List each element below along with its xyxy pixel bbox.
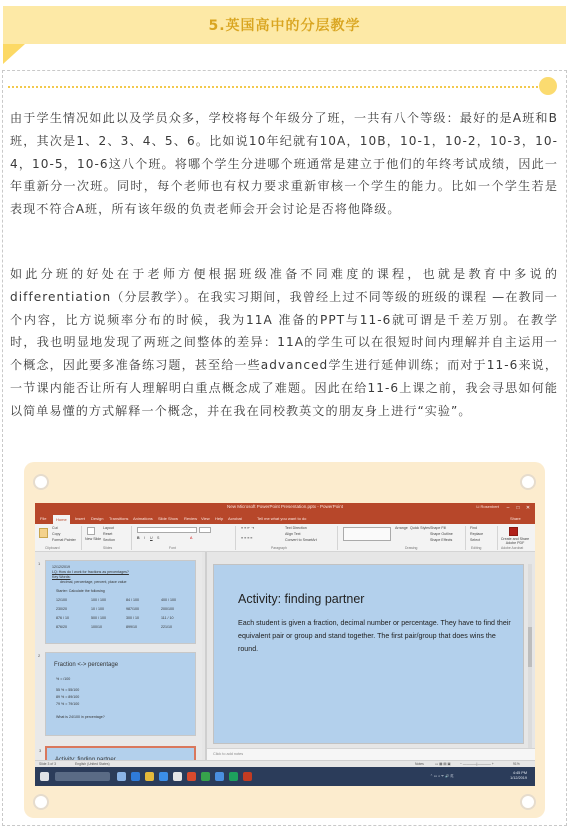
thumbnail-cell: 111 / 10 — [161, 616, 174, 620]
bullets-icon[interactable]: ≡ ≡ ⇤ ⇥ — [241, 526, 255, 530]
taskbar-search-box[interactable] — [55, 772, 110, 781]
thumbnail-text: Key Words: — [52, 575, 71, 579]
replace-button[interactable]: Replace — [470, 532, 484, 536]
maximize-icon[interactable]: □ — [516, 505, 520, 511]
share-button[interactable]: Share — [510, 516, 521, 521]
section-button[interactable]: Section — [103, 538, 115, 542]
thumbnail-cell: 876 / 10 — [56, 616, 69, 620]
scrollbar-thumb[interactable] — [528, 627, 532, 667]
reset-button[interactable]: Reset — [103, 532, 113, 536]
close-icon[interactable]: ✕ — [525, 505, 531, 511]
thumbnail-cell: 221/10 — [161, 625, 172, 629]
word-icon[interactable] — [215, 772, 224, 781]
thumbnail-cell: 500 / 100 — [91, 616, 106, 620]
thumbnail-cell: 400 / 100 — [161, 598, 176, 602]
cut-button[interactable]: Cut — [52, 526, 58, 530]
new-slide-button[interactable]: New Slide — [85, 537, 102, 541]
tab-review[interactable]: Review — [184, 516, 198, 521]
workspace — [35, 552, 535, 770]
align-text-button[interactable]: Align Text — [285, 532, 301, 536]
tab-view[interactable]: View — [201, 516, 210, 521]
chat-icon[interactable] — [229, 772, 238, 781]
paste-icon[interactable] — [39, 528, 48, 538]
thumbnail-cell: 987/100 — [126, 607, 139, 611]
ribbon-separator — [337, 526, 338, 550]
font-color-icon[interactable]: A — [190, 536, 193, 540]
group-label-paragraph: Paragraph — [271, 546, 287, 550]
new-slide-icon[interactable] — [87, 527, 95, 535]
slide-canvas[interactable] — [213, 564, 524, 744]
group-label-clipboard: Clipboard — [45, 546, 60, 550]
group-label-editing: Editing — [471, 546, 482, 550]
windows-taskbar — [35, 767, 535, 786]
thumbnail-text: 89 % = 89/100 — [56, 695, 80, 699]
tab-help[interactable]: Help — [215, 516, 224, 521]
article-paragraph-2: 如此分班的好处在于老师方便根据班级准备不同难度的课程，也就是教育中多说的differentiation（分层教学）。在我实习期间，我曾经上过不同等级的班级的课程 —在教同一个内容，比方说频率分布的时候，我为11A 准备的PPT与11-6就可谓是千差万别。在教学时，我也明显地发现了两班之间整体的差异：11A的学生可以在很短时间内理解并自主运用一个概念，因此要多准备练习题，甚至给一些advanced学生进行延伸训练；而对于11-6来说，一节课内能否让所有人理解明白重点概念成了难题。因此在给11-6上课之前，我会寻思如何能以简单易懂的方式解释一个概念，并在我在同校教英文的朋友身上进行“实验”。 — [10, 267, 558, 418]
thumbnail-cell: 200/100 — [161, 607, 174, 611]
tab-acrobat[interactable]: Acrobat — [228, 516, 242, 521]
bold-icon[interactable]: B — [137, 536, 140, 540]
thumbnail-text: 55 % = 55/100 — [56, 688, 80, 692]
tab-design[interactable]: Design — [91, 516, 104, 521]
ribbon-tabs — [35, 514, 535, 524]
tab-insert[interactable]: Insert — [75, 516, 86, 521]
thumbnail-text: LQ: How do I work for fractions as percentages? — [52, 570, 129, 574]
format-painter-button[interactable]: Format Painter — [52, 538, 76, 542]
section-title: 5.英国高中的分层教学 — [208, 18, 361, 34]
windows-start-icon[interactable] — [40, 772, 49, 781]
language-indicator[interactable]: English (United States) — [75, 762, 110, 766]
tab-slide-show[interactable]: Slide Show — [158, 516, 179, 521]
tab-home[interactable]: Home — [53, 515, 70, 524]
convert-smartart-button[interactable]: Convert to SmartArt — [285, 538, 317, 542]
store-icon[interactable] — [173, 772, 182, 781]
shapes-gallery[interactable] — [343, 527, 391, 541]
tab-animations[interactable]: Animations — [133, 516, 153, 521]
app-icon[interactable] — [243, 772, 252, 781]
ribbon-home — [35, 524, 535, 552]
signed-in-user[interactable]: Li Rosenbert — [476, 504, 499, 509]
select-button[interactable]: Select — [470, 538, 480, 542]
banner-fold-decoration — [3, 44, 25, 64]
quick-styles-button[interactable]: Quick Styles — [410, 526, 430, 530]
thumbnail-cell: 10 / 100 — [91, 607, 104, 611]
thumbnail-text: % = /100 — [56, 677, 71, 681]
slide-title[interactable]: Activity: finding partner — [238, 592, 365, 606]
strikethrough-icon[interactable]: S — [157, 536, 160, 540]
thumbnail-cell: 230/20 — [56, 607, 67, 611]
thumbnail-cell: 876/20 — [56, 625, 67, 629]
dotted-divider — [8, 86, 538, 88]
slide-thumbnails-pane — [35, 552, 202, 770]
shape-outline-button[interactable]: Shape Outline — [430, 532, 453, 536]
zoom-slider[interactable]: − ————|———— + — [460, 762, 494, 766]
thumbnail-text: decimal, percentage, percent, place value — [60, 580, 127, 584]
ribbon-separator — [235, 526, 236, 550]
zoom-level[interactable]: 91% — [513, 762, 520, 766]
thumbnail-title: Fraction <-> percentage — [54, 662, 119, 668]
underline-icon[interactable]: U — [150, 536, 153, 540]
powerpoint-window — [35, 503, 535, 786]
thumbnail-text: 79 % = 79/100 — [56, 702, 80, 706]
thumbnail-cell: 84 / 100 — [126, 598, 139, 602]
group-label-slides: Slides — [103, 546, 113, 550]
tab-transitions[interactable]: Transitions — [109, 516, 129, 521]
window-title: New Microsoft PowerPoint Presentation.pptx - PowerPoint — [226, 504, 344, 509]
thumbnail-cell: 899/10 — [126, 625, 137, 629]
thumbnail-text: What is 24/100 in percentage? — [56, 715, 105, 719]
thumbnail-cell: 12/100 — [56, 598, 67, 602]
group-label-drawing: Drawing — [405, 546, 418, 550]
group-label-font: Font — [169, 546, 176, 550]
tell-me-search[interactable]: Tell me what you want to do — [257, 516, 307, 521]
layout-button[interactable]: Layout — [103, 526, 114, 530]
italic-icon[interactable]: I — [144, 536, 145, 540]
powerpoint-taskbar-icon[interactable] — [187, 772, 196, 781]
adobe-pdf-icon[interactable] — [509, 527, 518, 536]
thumbnail-number: 1 — [38, 561, 41, 566]
thumbnail-text: 12/12/2019 — [52, 565, 70, 569]
status-bar — [35, 760, 535, 767]
system-tray-icon[interactable]: ⌃ ▭ ◖ ᯤ 🔊 英 — [430, 774, 454, 778]
section-header-banner — [3, 6, 566, 44]
view-buttons-icon[interactable]: ▭ ▦ ▤ ▣ — [435, 762, 451, 766]
edge-browser-icon[interactable] — [131, 772, 140, 781]
font-name-select[interactable] — [137, 527, 197, 533]
notes-pane[interactable]: Click to add notes — [207, 748, 535, 760]
create-adobe-pdf-button[interactable]: Create and Share Adobe PDF — [500, 537, 530, 545]
find-button[interactable]: Find — [470, 526, 477, 530]
ribbon-separator — [497, 526, 498, 550]
frame-hole-icon — [520, 794, 536, 810]
slide-thumbnail-2[interactable] — [38, 652, 196, 736]
text-direction-button[interactable]: Text Direction — [285, 526, 307, 530]
arrange-button[interactable]: Arrange — [395, 526, 408, 530]
file-explorer-icon[interactable] — [145, 772, 154, 781]
clock-date: 1/12/2019 — [510, 776, 527, 780]
thumbnail-cell: 100/10 — [91, 625, 102, 629]
task-view-icon[interactable] — [117, 772, 126, 781]
minimize-icon[interactable]: – — [506, 505, 510, 511]
clock-time: 4:45 PM — [512, 771, 527, 775]
thumbnail-cell: 300 / 10 — [126, 616, 139, 620]
thumbnail-number: 2 — [38, 653, 41, 658]
frame-hole-icon — [520, 474, 536, 490]
frame-hole-icon — [33, 474, 49, 490]
slide-counter: Slide 3 of 3 — [39, 762, 56, 766]
font-size-select[interactable] — [199, 527, 211, 533]
slide-thumbnail-1[interactable] — [38, 560, 196, 644]
mail-icon[interactable] — [159, 772, 168, 781]
frame-hole-icon — [33, 794, 49, 810]
article-paragraph-1: 由于学生情况如此以及学员众多，学校将每个年级分了班，一共有八个等级：最好的是A班和B班，其次是1、2、3、4、5、6。比如说10年纪就有10A，10B，10-1，10-2，10-3，10-4，10-5，10-6这八个班。将哪个学生分进哪个班通常是建立于他们的年终考试成绩，因此一年重新分一次班。同时，每个老师也有权力要求重新审核一个学生的能力。比如一个学生若是表现不符合A班，所有该年级的负责老师会开会讨论是否将他降级。 — [10, 111, 558, 217]
ribbon-separator — [131, 526, 132, 550]
ribbon-separator — [81, 526, 82, 550]
slide-body-text[interactable]: Each student is given a fraction, decimal number or percentage. They have to find their equivalent pair or group and stand together. The first pair/group that does wins the round. — [238, 619, 511, 653]
align-icon[interactable]: ≡ ≡ ≡ ≡ — [241, 536, 253, 540]
taskbar-clock[interactable] — [510, 771, 527, 781]
thumbnail-text: Starter: Calculate the following — [56, 589, 105, 593]
pane-splitter[interactable] — [205, 552, 207, 770]
shape-effects-button[interactable]: Shape Effects — [430, 538, 453, 542]
shape-fill-button[interactable]: Shape Fill — [430, 526, 446, 530]
powerpoint-title-bar — [35, 503, 535, 514]
thumbnail-cell: 100 / 100 — [91, 598, 106, 602]
wechat-icon[interactable] — [201, 772, 210, 781]
thumbnail-number: 3 — [39, 748, 42, 753]
ribbon-separator — [465, 526, 466, 550]
group-label-adobe-acrobat: Adobe Acrobat — [501, 546, 524, 550]
tab-file[interactable]: File — [40, 516, 47, 521]
yellow-dot-decoration — [539, 77, 557, 95]
copy-button[interactable]: Copy — [52, 532, 61, 536]
notes-toggle[interactable]: Notes — [415, 762, 424, 766]
